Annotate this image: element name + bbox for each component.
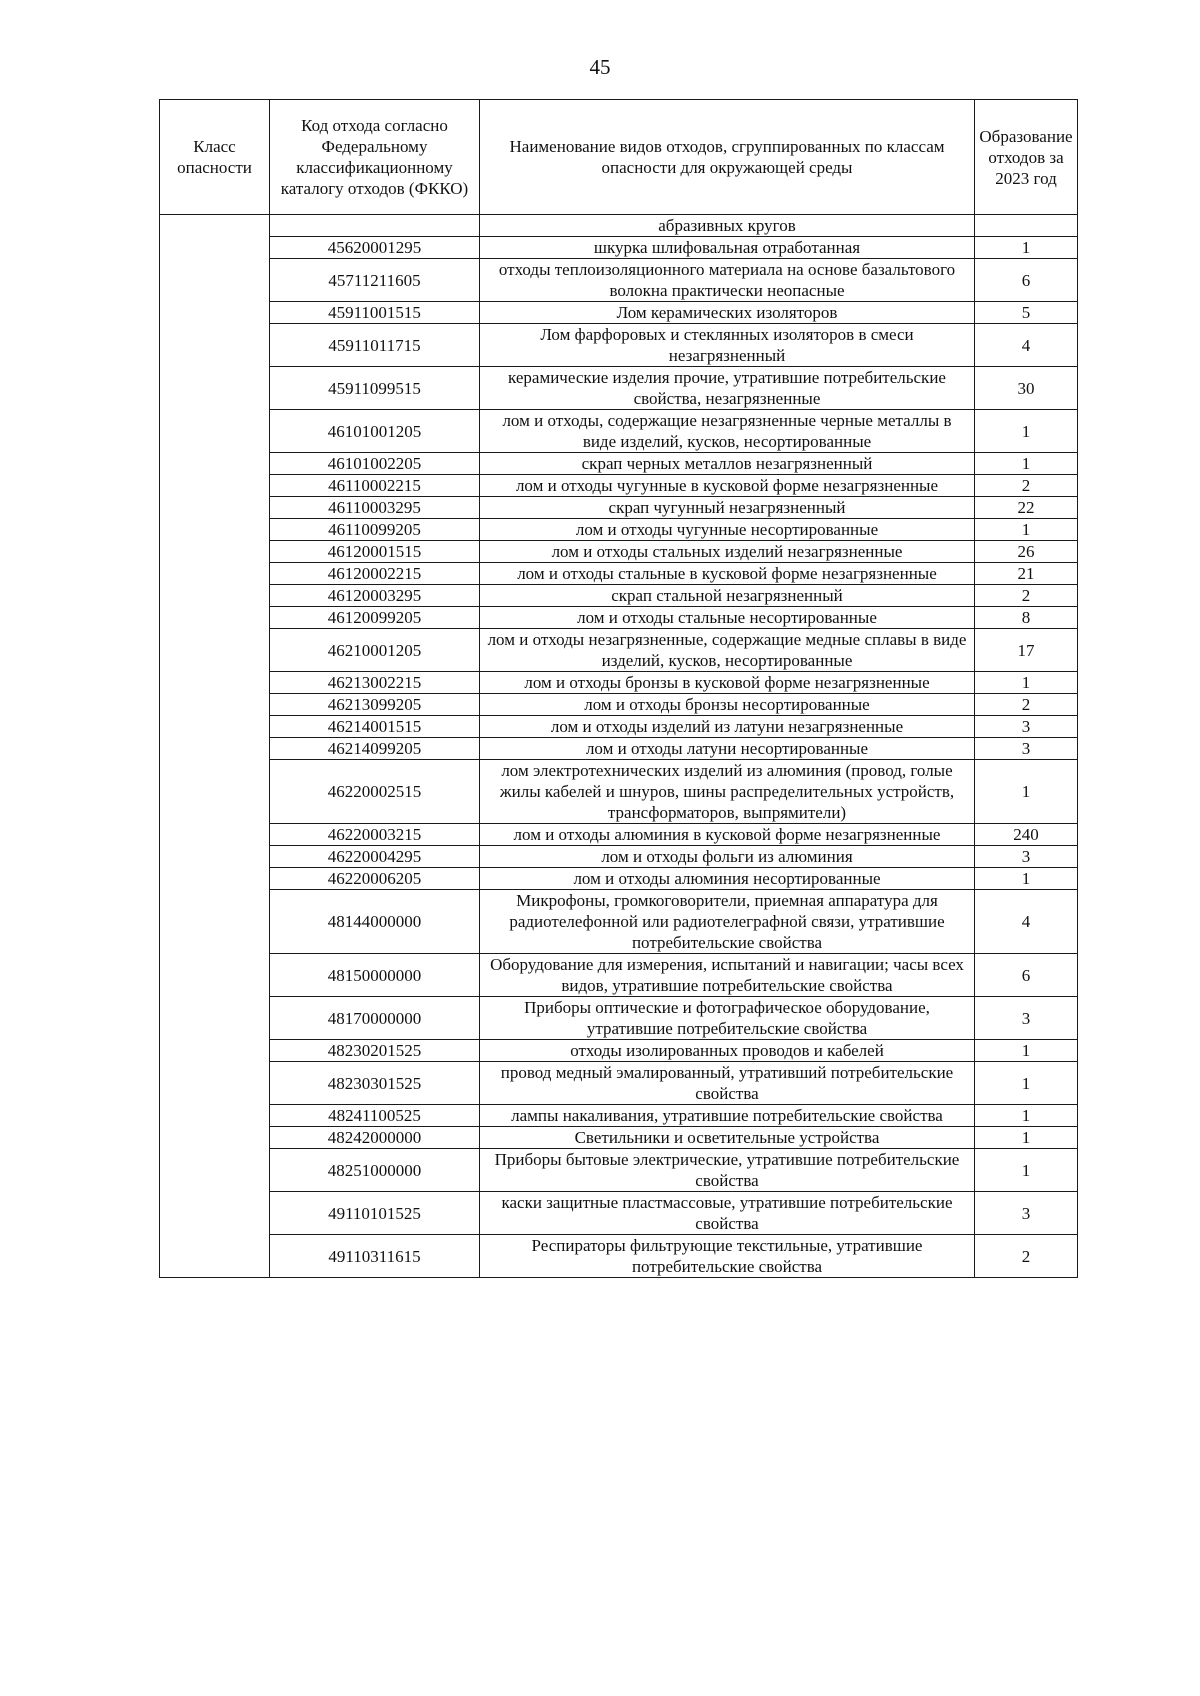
- waste-name-cell: Приборы оптические и фотографическое оборудование, утратившие потребительские свойства: [480, 997, 975, 1040]
- header-fkko-code: Код отхода согласно Федеральному классификационному каталогу отходов (ФККО): [270, 100, 480, 215]
- fkko-code-cell: 45911011715: [270, 324, 480, 367]
- generation-cell: 1: [975, 1105, 1078, 1127]
- waste-name-cell: абразивных кругов: [480, 215, 975, 237]
- waste-name-cell: лом и отходы бронзы в кусковой форме незагрязненные: [480, 672, 975, 694]
- table-row: [160, 1127, 1078, 1149]
- table-row: [160, 1149, 1078, 1192]
- table-row: [160, 1192, 1078, 1235]
- generation-cell: 3: [975, 997, 1078, 1040]
- fkko-code-cell: 48144000000: [270, 890, 480, 954]
- table-row: [160, 215, 1078, 237]
- fkko-code-cell: [270, 215, 480, 237]
- generation-cell: 1: [975, 1127, 1078, 1149]
- fkko-code-cell: 45911001515: [270, 302, 480, 324]
- fkko-code-cell: 46120001515: [270, 541, 480, 563]
- waste-name-cell: Оборудование для измерения, испытаний и навигации; часы всех видов, утратившие потребительские свойства: [480, 954, 975, 997]
- waste-name-cell: каски защитные пластмассовые, утратившие потребительские свойства: [480, 1192, 975, 1235]
- table-row: [160, 868, 1078, 890]
- page-number: 45: [589, 55, 611, 79]
- table-row: [160, 541, 1078, 563]
- fkko-code-cell: 46110003295: [270, 497, 480, 519]
- generation-cell: 2: [975, 585, 1078, 607]
- waste-name-cell: лом и отходы стальные в кусковой форме незагрязненные: [480, 563, 975, 585]
- table-row: [160, 475, 1078, 497]
- fkko-code-cell: 46110002215: [270, 475, 480, 497]
- waste-name-cell: шкурка шлифовальная отработанная: [480, 237, 975, 259]
- generation-cell: 21: [975, 563, 1078, 585]
- table-row: [160, 954, 1078, 997]
- waste-name-cell: Респираторы фильтрующие текстильные, утратившие потребительские свойства: [480, 1235, 975, 1278]
- generation-cell: 3: [975, 1192, 1078, 1235]
- table-row: [160, 237, 1078, 259]
- table-row: [160, 410, 1078, 453]
- table-row: [160, 1062, 1078, 1105]
- fkko-code-cell: 46213099205: [270, 694, 480, 716]
- table-row: [160, 846, 1078, 868]
- table-row: [160, 259, 1078, 302]
- fkko-code-cell: 46120099205: [270, 607, 480, 629]
- table-row: [160, 453, 1078, 475]
- generation-cell: [975, 215, 1078, 237]
- fkko-code-cell: 46110099205: [270, 519, 480, 541]
- table-row: [160, 324, 1078, 367]
- waste-name-cell: отходы теплоизоляционного материала на основе базальтового волокна практически неопасные: [480, 259, 975, 302]
- waste-name-cell: лом и отходы бронзы несортированные: [480, 694, 975, 716]
- waste-name-cell: лом и отходы незагрязненные, содержащие медные сплавы в виде изделий, кусков, несортированные: [480, 629, 975, 672]
- fkko-code-cell: 46220006205: [270, 868, 480, 890]
- generation-cell: 4: [975, 324, 1078, 367]
- table-row: [160, 497, 1078, 519]
- generation-cell: 1: [975, 453, 1078, 475]
- waste-name-cell: лом и отходы латуни несортированные: [480, 738, 975, 760]
- fkko-code-cell: 46120002215: [270, 563, 480, 585]
- generation-cell: 1: [975, 868, 1078, 890]
- table-row: [160, 738, 1078, 760]
- table-row: [160, 302, 1078, 324]
- fkko-code-cell: 46101002205: [270, 453, 480, 475]
- generation-cell: 30: [975, 367, 1078, 410]
- waste-name-cell: лом и отходы стальные несортированные: [480, 607, 975, 629]
- fkko-code-cell: 46220004295: [270, 846, 480, 868]
- waste-table: [159, 99, 1078, 1278]
- generation-cell: 6: [975, 954, 1078, 997]
- waste-name-cell: скрап стальной незагрязненный: [480, 585, 975, 607]
- generation-cell: 1: [975, 410, 1078, 453]
- generation-cell: 1: [975, 237, 1078, 259]
- fkko-code-cell: 49110101525: [270, 1192, 480, 1235]
- generation-cell: 3: [975, 738, 1078, 760]
- waste-name-cell: Светильники и осветительные устройства: [480, 1127, 975, 1149]
- waste-name-cell: лом и отходы чугунные несортированные: [480, 519, 975, 541]
- generation-cell: 3: [975, 716, 1078, 738]
- table-row: [160, 585, 1078, 607]
- fkko-code-cell: 46101001205: [270, 410, 480, 453]
- generation-cell: 1: [975, 1149, 1078, 1192]
- waste-name-cell: лом и отходы изделий из латуни незагрязненные: [480, 716, 975, 738]
- generation-cell: 5: [975, 302, 1078, 324]
- generation-cell: 240: [975, 824, 1078, 846]
- fkko-code-cell: 48230201525: [270, 1040, 480, 1062]
- generation-cell: 1: [975, 760, 1078, 824]
- table-row: [160, 824, 1078, 846]
- fkko-code-cell: 46214099205: [270, 738, 480, 760]
- table-row: [160, 997, 1078, 1040]
- generation-cell: 1: [975, 519, 1078, 541]
- fkko-code-cell: 48241100525: [270, 1105, 480, 1127]
- waste-name-cell: Микрофоны, громкоговорители, приемная аппаратура для радиотелефонной или радиотелеграфной связи, утратившие потребительские свойства: [480, 890, 975, 954]
- table-row: [160, 672, 1078, 694]
- fkko-code-cell: 46120003295: [270, 585, 480, 607]
- hazard-class-cell: [160, 215, 270, 1278]
- fkko-code-cell: 48150000000: [270, 954, 480, 997]
- generation-cell: 2: [975, 1235, 1078, 1278]
- waste-name-cell: отходы изолированных проводов и кабелей: [480, 1040, 975, 1062]
- generation-cell: 26: [975, 541, 1078, 563]
- table-row: [160, 760, 1078, 824]
- fkko-code-cell: 45620001295: [270, 237, 480, 259]
- generation-cell: 1: [975, 1040, 1078, 1062]
- table-row: [160, 519, 1078, 541]
- waste-name-cell: лом и отходы, содержащие незагрязненные черные металлы в виде изделий, кусков, несортированные: [480, 410, 975, 453]
- fkko-code-cell: 46214001515: [270, 716, 480, 738]
- table-row: [160, 367, 1078, 410]
- waste-name-cell: Лом фарфоровых и стеклянных изоляторов в смеси незагрязненный: [480, 324, 975, 367]
- waste-name-cell: лом и отходы алюминия несортированные: [480, 868, 975, 890]
- table-row: [160, 1235, 1078, 1278]
- table-row: [160, 890, 1078, 954]
- waste-name-cell: лампы накаливания, утратившие потребительские свойства: [480, 1105, 975, 1127]
- table-row: [160, 1040, 1078, 1062]
- generation-cell: 6: [975, 259, 1078, 302]
- waste-name-cell: лом и отходы стальных изделий незагрязненные: [480, 541, 975, 563]
- table-row: [160, 716, 1078, 738]
- table-row: [160, 607, 1078, 629]
- generation-cell: 2: [975, 694, 1078, 716]
- header-generation: Образование отходов за 2023 год: [975, 100, 1078, 215]
- waste-name-cell: Приборы бытовые электрические, утратившие потребительские свойства: [480, 1149, 975, 1192]
- table-header-row: [160, 100, 1078, 215]
- table-body: [160, 215, 1078, 1278]
- generation-cell: 8: [975, 607, 1078, 629]
- fkko-code-cell: 48230301525: [270, 1062, 480, 1105]
- waste-name-cell: скрап чугунный незагрязненный: [480, 497, 975, 519]
- fkko-code-cell: 48251000000: [270, 1149, 480, 1192]
- fkko-code-cell: 46220002515: [270, 760, 480, 824]
- waste-name-cell: лом и отходы алюминия в кусковой форме незагрязненные: [480, 824, 975, 846]
- generation-cell: 1: [975, 1062, 1078, 1105]
- generation-cell: 22: [975, 497, 1078, 519]
- waste-name-cell: керамические изделия прочие, утратившие потребительские свойства, незагрязненные: [480, 367, 975, 410]
- waste-name-cell: скрап черных металлов незагрязненный: [480, 453, 975, 475]
- header-waste-name: Наименование видов отходов, сгруппированных по классам опасности для окружающей среды: [480, 100, 975, 215]
- generation-cell: 17: [975, 629, 1078, 672]
- generation-cell: 1: [975, 672, 1078, 694]
- fkko-code-cell: 46213002215: [270, 672, 480, 694]
- table-row: [160, 563, 1078, 585]
- fkko-code-cell: 45711211605: [270, 259, 480, 302]
- fkko-code-cell: 46210001205: [270, 629, 480, 672]
- table-row: [160, 1105, 1078, 1127]
- waste-name-cell: лом и отходы фольги из алюминия: [480, 846, 975, 868]
- waste-name-cell: Лом керамических изоляторов: [480, 302, 975, 324]
- waste-name-cell: провод медный эмалированный, утративший потребительские свойства: [480, 1062, 975, 1105]
- generation-cell: 3: [975, 846, 1078, 868]
- table-row: [160, 694, 1078, 716]
- table-row: [160, 629, 1078, 672]
- waste-name-cell: лом и отходы чугунные в кусковой форме незагрязненные: [480, 475, 975, 497]
- fkko-code-cell: 49110311615: [270, 1235, 480, 1278]
- header-hazard-class: Класс опасности: [160, 100, 270, 215]
- generation-cell: 2: [975, 475, 1078, 497]
- generation-cell: 4: [975, 890, 1078, 954]
- fkko-code-cell: 48242000000: [270, 1127, 480, 1149]
- waste-name-cell: лом электротехнических изделий из алюминия (провод, голые жилы кабелей и шнуров, шины распределительных устройств, трансформаторов, выпрямители): [480, 760, 975, 824]
- fkko-code-cell: 46220003215: [270, 824, 480, 846]
- fkko-code-cell: 48170000000: [270, 997, 480, 1040]
- fkko-code-cell: 45911099515: [270, 367, 480, 410]
